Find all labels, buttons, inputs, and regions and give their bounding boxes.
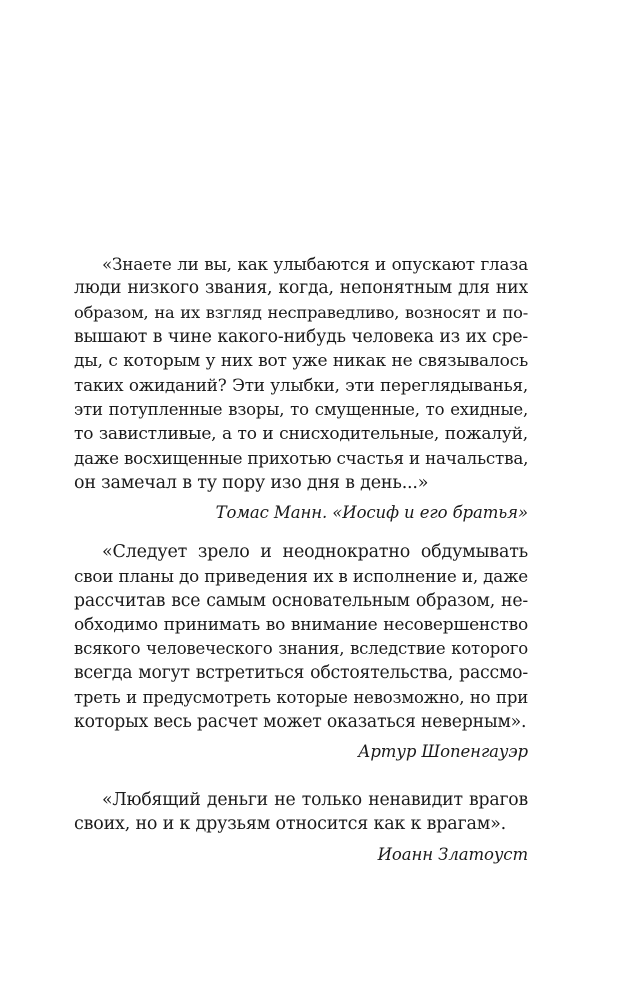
quote-line: таких ожиданий? Эти улыбки, эти переглядыванья, bbox=[74, 375, 528, 396]
quote-line: всегда могут встретиться обстоятельства, рассмо- bbox=[74, 663, 528, 684]
quote-line: «Следует зрело и неоднократно обдумывать bbox=[102, 542, 528, 562]
quote-line: люди низкого звания, когда, непонятным для них bbox=[74, 278, 528, 299]
quote-line: обходимо принимать во внимание несовершенство bbox=[74, 614, 528, 635]
quote-line: даже восхищенные прихотью счастья и начальства, bbox=[74, 448, 528, 469]
quote-line: образом, на их взгляд несправедливо, возносят и по- bbox=[74, 302, 528, 322]
epigraph-author: Иоанн Златоуст bbox=[377, 844, 528, 864]
quote-line: свои планы до приведения их в исполнение и, даже bbox=[74, 566, 528, 587]
quote-line: рассчитав все самым основательным образом, не- bbox=[74, 590, 528, 611]
quote-line: «Знаете ли вы, как улыбаются и опускают глаза bbox=[102, 254, 528, 274]
quote-line: которых весь расчет может оказаться неверным». bbox=[74, 712, 527, 733]
quote-line: эти потупленные взоры, то смущенные, то ехидные, bbox=[74, 399, 528, 419]
quote-line: вышают в чине какого-нибудь человека из их сре- bbox=[74, 326, 528, 347]
epigraph-author: Артур Шопенгауэр bbox=[357, 742, 528, 762]
epigraph-author: Томас Манн. «Иосиф и его братья» bbox=[215, 502, 528, 522]
quote-line: он замечал в ту пору изо дня в день...» bbox=[74, 472, 429, 493]
quote-line: «Любящий деньги не только ненавидит врагов bbox=[102, 790, 528, 810]
quote-line: своих, но и к друзьям относится как к врагам». bbox=[74, 814, 507, 835]
quote-line: ды, с которым у них вот уже никак не связывалось bbox=[74, 351, 528, 372]
quote-line: всякого человеческого знания, вследствие которого bbox=[74, 639, 528, 659]
epigraph-john-chrysostom bbox=[74, 788, 528, 867]
quote-line: то завистливые, а то и снисходительные, пожалуй, bbox=[74, 424, 528, 445]
epigraph-thomas-mann bbox=[74, 252, 528, 525]
epigraph-schopenhauer bbox=[74, 540, 528, 764]
quote-line: треть и предусмотреть которые невозможно, но при bbox=[74, 687, 528, 707]
